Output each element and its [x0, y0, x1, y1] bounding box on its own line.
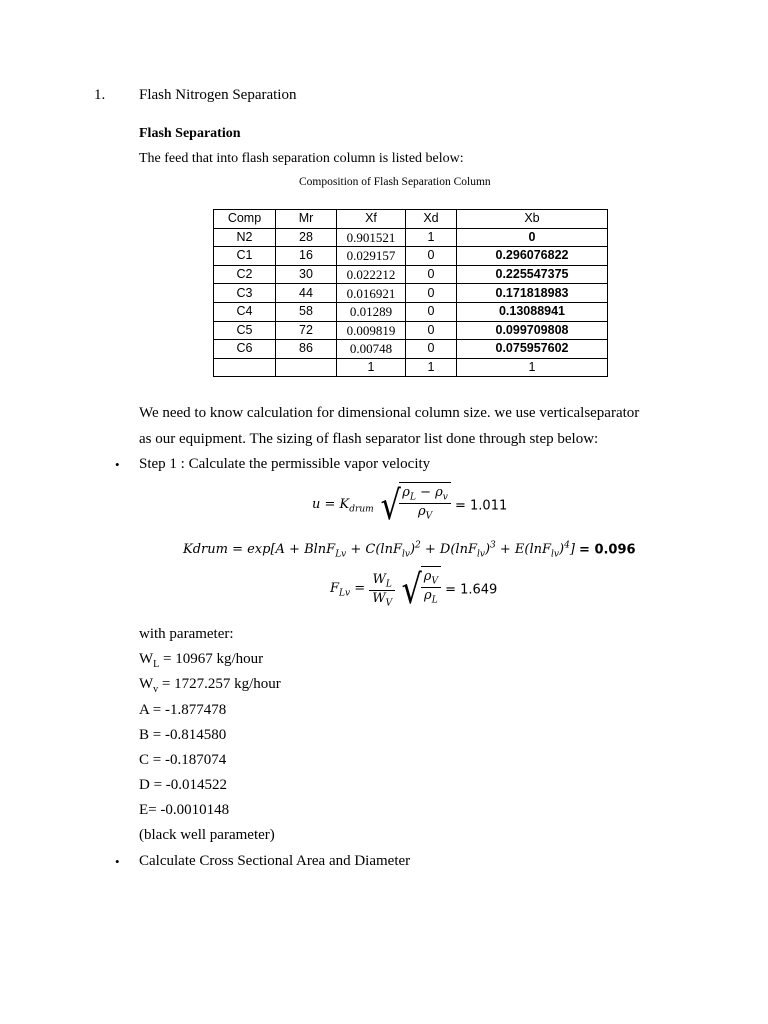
param-e: E= -0.0010148 — [139, 802, 230, 818]
cell-xf: 0.016921 — [337, 284, 406, 303]
param-d: D = -0.014522 — [139, 777, 228, 793]
cell-xf: 0.009819 — [337, 321, 406, 340]
step-2-text: Calculate Cross Sectional Area and Diameter — [139, 853, 411, 869]
cell-mr — [276, 358, 337, 377]
section-number: 1. — [94, 87, 106, 103]
cell-comp: C2 — [214, 265, 276, 284]
cell-xf: 0.022212 — [337, 265, 406, 284]
cell-comp: N2 — [214, 228, 276, 247]
cell-xd: 0 — [406, 340, 457, 359]
cell-xb: 0.13088941 — [457, 302, 608, 321]
cell-xd: 0 — [406, 302, 457, 321]
table-caption: Composition of Flash Separation Column — [299, 176, 491, 188]
table-row — [214, 321, 608, 340]
params-note: (black well parameter) — [139, 827, 275, 843]
step-1-text: Step 1 : Calculate the permissible vapor velocity — [139, 456, 431, 472]
param-c: C = -0.187074 — [139, 752, 227, 768]
param-wv-value: = 1727.257 kg/hour — [161, 676, 281, 692]
cell-xf: 0.901521 — [337, 228, 406, 247]
header-xf: Xf — [337, 210, 406, 229]
table-total-row — [214, 358, 608, 377]
cell-xb: 0.171818983 — [457, 284, 608, 303]
cell-mr: 16 — [276, 247, 337, 266]
param-wv: $W_v = 1727.257$ kg/hour — [139, 676, 281, 695]
intro-text: The feed that into flash separation column is listed below: — [139, 151, 464, 166]
cell-xd: 0 — [406, 265, 457, 284]
header-comp: Comp — [214, 210, 276, 229]
cell-mr: 30 — [276, 265, 337, 284]
param-wl-value: = 10967 kg/hour — [163, 651, 264, 667]
kdrum-result: = 0.096 — [579, 542, 636, 558]
cell-xf: 0.00748 — [337, 340, 406, 359]
cell-xb-total: 1 — [457, 358, 608, 377]
cell-xb: 0.099709808 — [457, 321, 608, 340]
cell-xb: 0.225547375 — [457, 265, 608, 284]
bullet-icon: • — [115, 457, 120, 472]
cell-xd: 0 — [406, 247, 457, 266]
cell-xb: 0.296076822 — [457, 247, 608, 266]
cell-xb: 0.075957602 — [457, 340, 608, 359]
equation-flv: $F_{Lv}$ = $\frac{W_L}{W_V}$ √ $\frac{\rho_V}{\rho_L}$ = 1.649 — [330, 567, 498, 613]
table-row — [214, 265, 608, 284]
cell-comp: C4 — [214, 302, 276, 321]
equation-kdrum: Kdrum = $\exp[A + BlnF_{Lv} + C(\ln F_{lv})^2 + D(\ln F_{lv})^3 + E(\ln F_{lv})^4] = 0.096$ — [183, 541, 636, 560]
bullet-icon: • — [115, 854, 120, 869]
cell-xf: 0.01289 — [337, 302, 406, 321]
cell-mr: 44 — [276, 284, 337, 303]
table-header-row — [214, 210, 608, 229]
paragraph-line-1: We need to know calculation for dimensional column size. we use verticalseparator — [139, 405, 640, 421]
cell-mr: 72 — [276, 321, 337, 340]
cell-comp: C5 — [214, 321, 276, 340]
param-wl: $W_L = 10967$ kg/hour — [139, 651, 264, 670]
subheading: Flash Separation — [139, 126, 241, 141]
cell-mr: 28 — [276, 228, 337, 247]
param-b: B = -0.814580 — [139, 727, 227, 743]
cell-comp — [214, 358, 276, 377]
composition-table — [213, 209, 608, 377]
table-row — [214, 247, 608, 266]
cell-xd: 0 — [406, 321, 457, 340]
header-xd: Xd — [406, 210, 457, 229]
cell-xd: 1 — [406, 228, 457, 247]
table-row — [214, 340, 608, 359]
cell-comp: C1 — [214, 247, 276, 266]
flv-result: = 1.649 — [445, 582, 498, 598]
header-xb: Xb — [457, 210, 608, 229]
cell-xd: 0 — [406, 284, 457, 303]
param-a: A = -1.877478 — [139, 702, 227, 718]
paragraph-line-2: as our equipment. The sizing of flash separator list done through step below: — [139, 431, 599, 447]
section-title: Flash Nitrogen Separation — [139, 87, 297, 103]
velocity-result: = 1.011 — [455, 498, 508, 514]
cell-xf: 0.029157 — [337, 247, 406, 266]
cell-comp: C3 — [214, 284, 276, 303]
params-intro: with parameter: — [139, 626, 234, 642]
cell-mr: 58 — [276, 302, 337, 321]
cell-mr: 86 — [276, 340, 337, 359]
table-row — [214, 302, 608, 321]
cell-xb: 0 — [457, 228, 608, 247]
header-mr: Mr — [276, 210, 337, 229]
table-row — [214, 228, 608, 247]
cell-xd-total: 1 — [406, 358, 457, 377]
table-row — [214, 284, 608, 303]
cell-xf-total: 1 — [337, 358, 406, 377]
cell-comp: C6 — [214, 340, 276, 359]
equation-velocity: $u = K_{drum}$ √ $\frac{\rho_L - \rho_v}{\rho_V}$ = 1.011 — [312, 483, 508, 529]
